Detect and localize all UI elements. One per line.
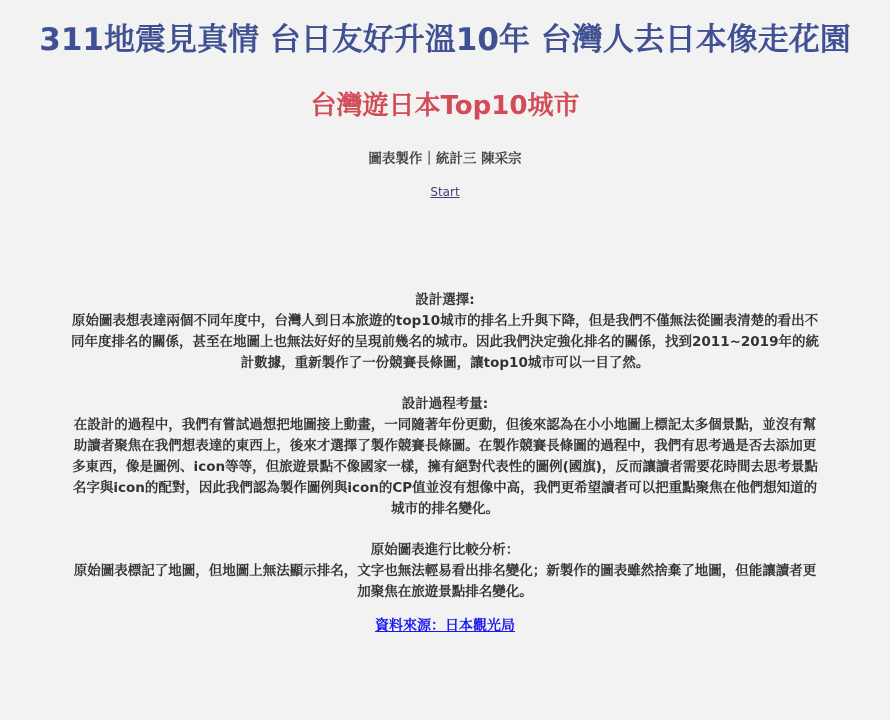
data-source-link[interactable]: 資料來源：日本觀光局 xyxy=(375,618,515,634)
page-subtitle: 台灣遊日本Top10城市 xyxy=(310,91,580,121)
design-choice-text: 原始圖表想表達兩個不同年度中，台灣人到日本旅遊的top10城市的排名上升與下降，但是我們不僅無法從圖表清楚的看出不同年度排名的關係，甚至在地圖上也無法好好的呈現前幾名的城市。因此我們決定強化排名的關係，找到2011~2019年的統計數據，重新製作了一份競賽長條圖，讓top10城市可以一目了然。 xyxy=(71,313,819,371)
comparison-heading: 原始圖表進行比較分析： xyxy=(370,542,520,558)
design-choice-heading: 設計選擇: xyxy=(415,292,475,308)
start-link[interactable]: Start xyxy=(430,185,460,199)
comparison-section xyxy=(70,540,820,603)
page-title: 311地震見真情 台日友好升溫10年 台灣人去日本像走花園 xyxy=(39,22,851,58)
design-process-text: 在設計的過程中，我們有嘗試過想把地圖接上動畫，一同隨著年份更動，但後來認為在小小地圖上標記太多個景點，並沒有幫助讀者聚焦在我們想表達的東西上，後來才選擇了製作競賽長條圖。在製作競賽長條圖的過程中，我們有思考過是否去添加更多東西，像是圖例、icon等等，但旅遊景點不像國家一樣，擁有絕對代表性的圖例(國旗)，反而讓讀者需要花時間去思考景點名字與icon的配對，因此我們認為製作圖例與icon的CP值並沒有想像中高，我們更希望讀者可以把重點聚焦在他們想知道的城市的排名變化。 xyxy=(72,417,818,517)
design-process-heading: 設計過程考量: xyxy=(401,396,489,412)
design-choice-section xyxy=(70,290,820,374)
chart-credit: 圖表製作｜統計三 陳采宗 xyxy=(368,151,522,167)
comparison-text: 原始圖表標記了地圖，但地圖上無法顯示排名，文字也無法輕易看出排名變化；新製作的圖表雖然捨棄了地圖，但能讓讀者更加聚焦在旅遊景點排名變化。 xyxy=(73,563,817,600)
start-link-container xyxy=(0,182,890,201)
design-process-section xyxy=(70,394,820,520)
source-container xyxy=(0,615,890,636)
